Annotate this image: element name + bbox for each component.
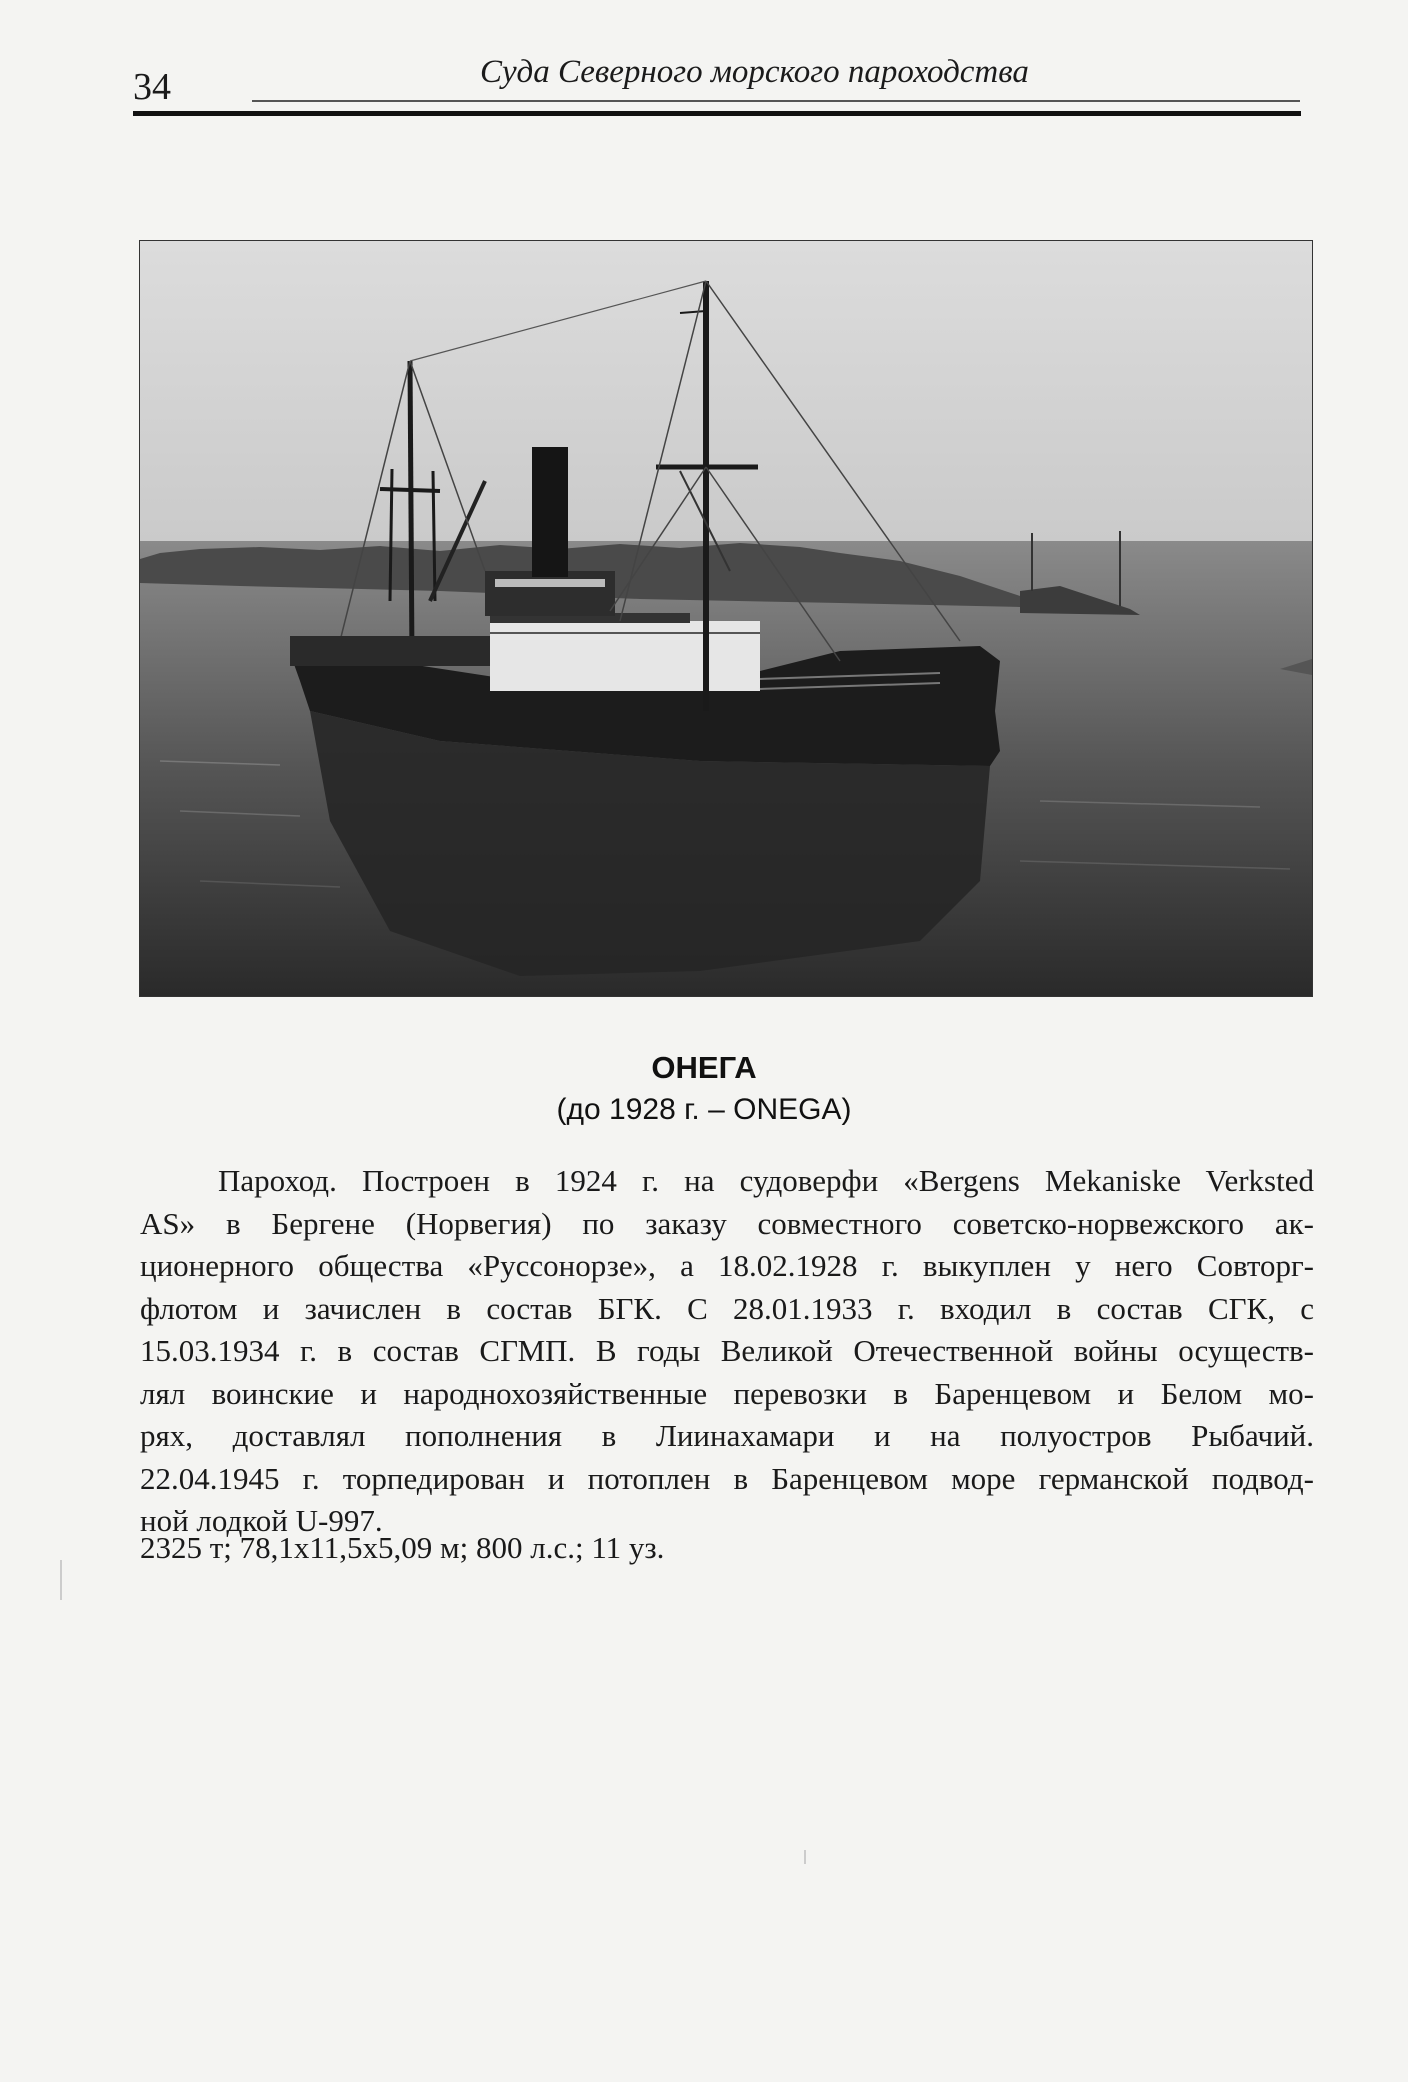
description-line: 15.03.1934 г. в состав СГМП. В годы Великой Отечественной войны осуществ-	[140, 1333, 1314, 1368]
description-line: Пароход. Построен в 1924 г. на судоверфи «Bergens Mekaniske Verksted	[218, 1163, 1314, 1198]
page-number: 34	[133, 66, 171, 108]
ship-description	[140, 1160, 1314, 1543]
description-line: лял воинские и народнохозяйственные перевозки в Баренцевом и Белом мо-	[140, 1375, 1314, 1411]
description-line: 22.04.1945 г. торпедирован и потоплен в Баренцевом море германской подвод-	[140, 1460, 1314, 1496]
description-line: ционерного общества «Руссонорзе», а 18.02.1928 г. выкуплен у него Совторг-	[140, 1248, 1314, 1283]
ship-name: ОНЕГА	[651, 1050, 757, 1085]
description-line: ной лодкой U-997.	[140, 1503, 383, 1538]
running-title: Суда Северного морского пароходства	[480, 54, 1029, 90]
scan-artifact	[804, 1850, 806, 1864]
header-thick-rule	[133, 111, 1301, 116]
steamship-photo	[139, 240, 1313, 997]
description-line: AS» в Бергене (Норвегия) по заказу совместного советско-норвежского ак-	[140, 1205, 1314, 1241]
header-thin-rule	[252, 100, 1300, 102]
ship-specs: 2325 т; 78,1х11,5х5,09 м; 800 л.с.; 11 уз.	[140, 1530, 665, 1565]
description-line: рях, доставлял пополнения в Лиинахамари и на полуостров Рыбачий.	[140, 1418, 1314, 1453]
former-name: (до 1928 г. – ONEGA)	[556, 1093, 852, 1126]
description-line: флотом и зачислен в состав БГК. С 28.01.1933 г. входил в состав СГК, с	[140, 1290, 1314, 1326]
scan-artifact	[60, 1560, 62, 1600]
